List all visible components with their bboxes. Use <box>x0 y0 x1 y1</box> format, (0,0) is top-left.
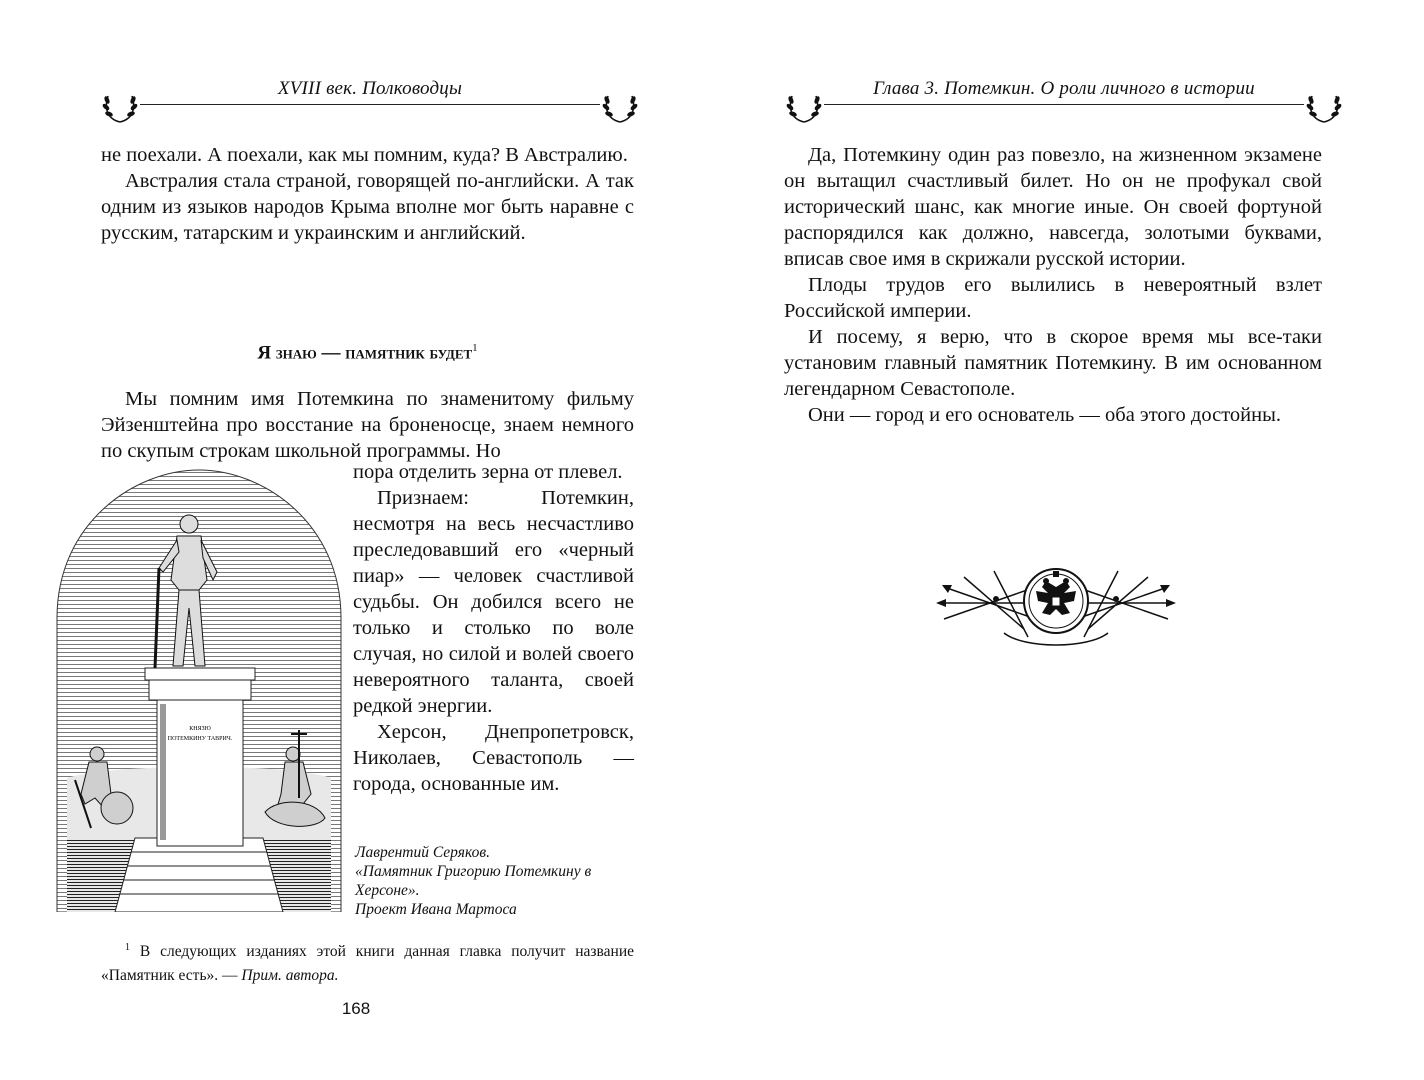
paragraph: Да, Потемкину один раз повезло, на жизненном экзамене он вытащил счастливый билет. Но он не профукал свой исторический шанс, как многие иные. Он своей фортуной распорядился как должно, навсегда, золотыми буквами, вписав свое имя в скрижали русской истории. <box>784 144 1322 270</box>
footnote-attribution: Прим. автора. <box>241 967 339 985</box>
right-body-text <box>784 142 1322 428</box>
footnote-text: В следующих изданиях этой книги данная главка получит название «Памятник есть». — <box>101 943 635 985</box>
wrapped-text <box>353 459 634 797</box>
monument-inscription-1: КНЯЗЮ <box>189 726 211 732</box>
right-page <box>712 0 1424 1080</box>
running-header-left <box>100 78 640 122</box>
paragraph: Австралия стала страной, говорящей по-английски. А так одним из языков народов Крыма вполне мог быть наравне с русским, татарским и украинским и английский. <box>101 170 634 244</box>
monument-inscription-2: ПОТЕМКИНУ ТАВРИЧ. <box>167 736 233 742</box>
header-rule <box>824 104 1304 105</box>
paragraph: И посему, я верю, что в скорое время мы все-таки установим главный памятник Потемкину. В им основанном легендарном Севастополе. <box>784 326 1322 400</box>
monument-engraving <box>55 468 343 912</box>
header-rule <box>140 104 600 105</box>
laurel-wreath-icon <box>600 86 640 126</box>
running-header-title: Глава 3. Потемкин. О роли личного в истории <box>873 78 1255 99</box>
section-heading-text: Я знаю — памятник будет <box>257 342 473 364</box>
paragraph: Признаем: Потемкин, несмотря на весь несчастливо преследовавший его «черный пиар» — человек счастливой судьбы. Он добился всего не только и столько по воле случая, но силой и волей своего невероятного таланта, своей редкой энергии. <box>353 487 634 717</box>
figure-caption <box>355 843 635 919</box>
section-heading <box>101 342 634 364</box>
paragraph: Мы помним имя Потемкина по знаменитому фильму Эйзенштейна про восстание на броненосце, знаем немного по скупым строкам школьной программы. Но <box>101 388 634 462</box>
footnote <box>101 936 634 988</box>
paragraph: не поехали. А поехали, как мы помним, куда? В Австралию. <box>101 144 628 166</box>
running-header-title: XVIII век. Полководцы <box>277 78 463 99</box>
paragraph: пора отделить зерна от плевел. <box>353 461 623 483</box>
footnote-marker: 1 <box>472 342 478 354</box>
footnote-number: 1 <box>125 942 130 953</box>
section-intro <box>101 386 634 464</box>
caption-project: Проект Ивана Мартоса <box>355 901 517 918</box>
paragraph: Херсон, Днепропетровск, Николаев, Севастополь — города, основанные им. <box>353 721 634 795</box>
paragraph: Они — город и его основатель — оба этого достойны. <box>808 404 1282 426</box>
paragraph: Плоды трудов его вылились в невероятный взлет Российской империи. <box>784 274 1322 322</box>
page-number: 168 <box>341 999 371 1018</box>
opening-text <box>101 142 634 246</box>
laurel-wreath-icon <box>1304 86 1344 126</box>
imperial-eagle-trophy-ornament <box>934 557 1178 649</box>
caption-title: «Памятник Григорию Потемкину в Херсоне». <box>355 863 592 899</box>
running-header-right <box>784 78 1344 122</box>
caption-author: Лаврентий Серяков. <box>355 844 490 861</box>
